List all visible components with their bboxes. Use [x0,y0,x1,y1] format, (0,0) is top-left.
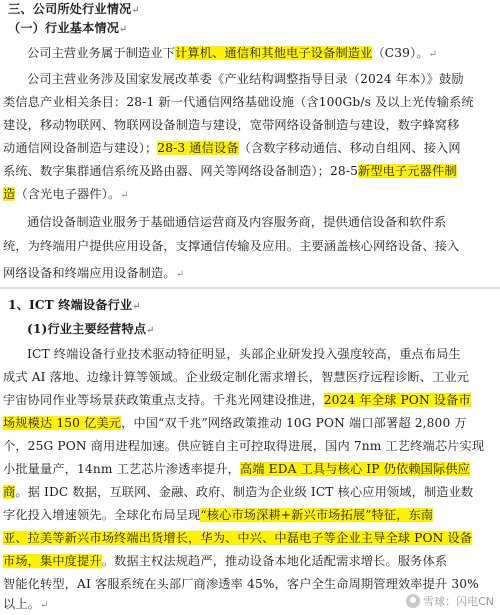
highlight-industry: 计算机、通信和其他电子设备制造业 [175,46,373,60]
section-heading [8,0,140,20]
paragraph-catalog-line-3: 建设，移动物联网、物联网设备制造与建设，宽带网络设备制造与建设，数字蜂窝移 [3,118,460,132]
paragraph-catalog-line-5: 系统、数字集群通信系统及路由器、网关等网络设备制造）；28-5新型电子元器件制 [3,164,457,178]
paragraph-catalog-line-2: 类信息产业相关条目：28-1 新一代通信网络基础设施（含100Gb/s 及以上光传输系统 [3,95,474,109]
paragraph-catalog-line-1: 公司主营业务涉及国家发展改革委《产业结构调整指导目录（2024 年本）》鼓励 [27,72,464,86]
ict-line-7: 商。据 IDC 数据，互联网、金融、政府、制造为企业级 ICT 核心应用领域，制造业数 [3,485,474,499]
paragraph-service-line-3: 网络设备和终端应用设备制造。↵ [3,266,185,280]
page-divider [0,287,500,289]
ict-line-12: 以上。↵ [3,597,49,611]
paragraph-catalog-line-4: 动通信网设备制造与建设）；28-3 通信设备（含数字移动通信、移动自组网、接入网 [3,141,461,155]
section-heading-text: 三、公司所处行业情况 [8,2,132,16]
ict-line-8: 字化投入增速领先。全球化布局呈现“核心市场深耕+新兴市场拓展”特征，东南 [3,508,434,522]
ict-line-9: 亚、拉美等新兴市场终端出货增长，华为、中兴、中磊电子等企业主导全球 PON 设备 [3,531,473,545]
highlight-electronic-components: 新型电子元器件制 [358,164,457,178]
ict-line-3: 宇宙协同作业等场景获政策重点支持。千兆光网建设推进，2024 年全球 PON 设备市 [3,393,471,407]
watermark-text: 雪球：闪电CN [423,595,494,608]
highlight-pon-market: 2024 年全球 PON 设备市 [323,393,471,407]
paragraph-service-line-2: 统，为终端用户提供应用设备，支撑通信传输及应用。主要涵盖核心网络设备、接入 [3,239,460,253]
ict-line-10: 市场，集中度提升。数据主权法规趋严，推动设备本地化适配需求增长。服务体系 [3,554,448,568]
ict-line-6: 小批量量产，14nm 工艺芯片渗透率提升，高端 EDA 工具与核心 IP 仍依赖国际供应 [3,462,471,476]
ict-subheading: (1)行业主要经营特点↵ [27,322,155,336]
subsection-heading [8,19,128,39]
ict-line-5: 个，25G PON 商用进程加速。供应链自主可控取得进展，国内 7nm 工艺终端芯片实现 [3,439,485,453]
paragraph-mark: ↵ [119,24,128,35]
highlight-eda-dependency: 高端 EDA 工具与核心 IP 仍依赖国际供应 [239,462,471,476]
highlight-global-markets: “核心市场深耕+新兴市场拓展”特征，东南 [200,508,434,522]
paragraph-mark: ↵ [131,5,140,16]
ict-line-11: 智能化转型，AI 客服系统在头部厂商渗透率 45%，客户全生命周期管理效率提升 30% [3,577,479,591]
paragraph-industry-line: 公司主营业务属于制造业下计算机、通信和其他电子设备制造业（C39）。↵ [27,46,438,60]
ict-line-4: 场规模达 150 亿美元，中国“双千兆”网络政策推动 10G PON 端口部署超 2,800 万 [3,416,467,430]
highlight-telecom-equipment: 28-3 通信设备 [157,141,239,155]
paragraph-catalog-line-6: 造（含光电子器件）。↵ [3,187,129,201]
ict-line-1: ICT 终端设备行业技术驱动特征明显，头部企业研发投入强度较高，重点布局生 [27,347,461,361]
snowball-logo-icon [406,594,420,608]
watermark [406,593,494,609]
ict-heading: 1、ICT 终端设备行业↵ [8,298,141,312]
paragraph-service-line-1: 通信设备制造业服务于基础通信运营商及内容服务商，提供通信设备和软件系 [27,215,447,229]
subsection-heading-text: （一）行业基本情况 [8,21,120,35]
ict-line-2: 成式 AI 落地、边缘计算等领域。企业级定制化需求增长，智慧医疗远程诊断、工业元 [3,370,470,384]
